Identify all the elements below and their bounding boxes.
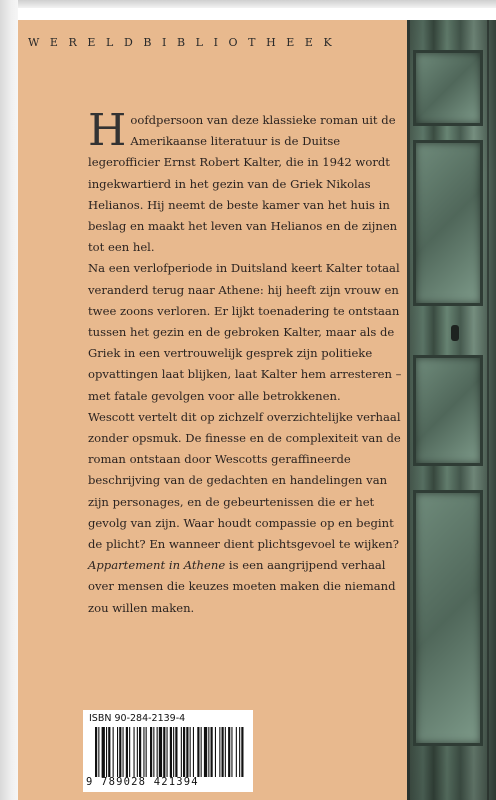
barcode-bar: [95, 727, 97, 777]
door-gap-right: [487, 20, 489, 800]
barcode-bar: [197, 727, 199, 777]
barcode-bar: [113, 727, 114, 777]
barcode-bar: [173, 727, 174, 777]
book-top-edge: [0, 0, 496, 8]
barcode-bar: [236, 727, 237, 777]
blurb-paragraph-3-start: Wescott vertelt dit op zichzelf overzichtelijke verhaal zonder opsmuk. De finesse en de complexiteit van de roman ontstaan door Wescotts geraffineerde beschrijving van de gedachten en handelingen van zijn personages, en de gebeurtenissen die er het gevolg van zijn. Waar houdt compassie op en begint de plicht? En wanneer dient plichtsgevoel te wijken?: [88, 409, 401, 552]
barcode-bar: [129, 727, 130, 777]
barcode-bar: [167, 727, 168, 777]
barcode-bar: [137, 727, 138, 777]
barcode-bar: [159, 727, 162, 777]
barcode-bar: [139, 727, 141, 777]
barcode-bar: [201, 727, 202, 777]
barcode-bar: [239, 727, 240, 777]
door-panel-middle: [413, 355, 483, 466]
blurb-paragraph-3: [88, 407, 404, 619]
blurb-paragraph-1: [88, 105, 404, 258]
blurb-paragraph-2: Na een verlofperiode in Duitsland keert Kalter totaal veranderd terug naar Athene: hij heeft zijn vrouw en twee zoons verloren. Er lijkt toenadering te ontstaan tussen het gezin en de gebroken Kalter, maar als de Griek in een vertrouwelijk gesprek zijn politieke opvattingen laat blijken, laat Kalter hem arresteren – met fatale gevolgen voor alle betrokkenen.: [88, 261, 402, 403]
barcode-bar: [117, 727, 118, 777]
door-handle: [451, 325, 459, 341]
door-panel-top: [413, 50, 483, 126]
barcode-bar: [215, 727, 216, 777]
barcode-bar: [98, 727, 99, 777]
isbn-text: ISBN 90-284-2139-4: [89, 713, 186, 724]
barcode-bar: [163, 727, 165, 777]
barcode-bar: [150, 727, 152, 777]
barcode-bar: [106, 727, 107, 777]
barcode-bar: [193, 727, 194, 777]
barcode-bar: [186, 727, 188, 777]
barcode-bar: [204, 727, 207, 777]
barcode-bar: [157, 727, 158, 777]
barcode-bar: [134, 727, 135, 777]
barcode-bar: [219, 727, 220, 777]
barcode-bar: [126, 727, 128, 777]
book-page-edge: [0, 0, 18, 800]
barcode-bar: [208, 727, 209, 777]
ean-digits: 9 789028 421394: [86, 776, 199, 788]
barcode-label: [83, 710, 253, 792]
door-photo: [407, 20, 496, 800]
barcode-bar: [170, 727, 172, 777]
barcode-bars: [95, 727, 245, 777]
barcode-bar: [153, 727, 154, 777]
blurb-text: [88, 105, 404, 619]
door-panel-upper: [413, 140, 483, 306]
door-panel-lower: [413, 490, 483, 746]
blurb-paragraph-1-text: oofdpersoon van deze klassieke roman uit de Amerikaanse literatuur is de Duitse legerofficier Ernst Robert Kalter, die in 1942 wordt ingekwartierd in het gezin van de Griek Nikolas Helianos. Hij neemt de beste kamer van het huis in beslag en maakt het leven van Helianos en de zijnen tot een hel.: [88, 113, 398, 255]
barcode-bar: [102, 727, 105, 777]
barcode-bar: [146, 727, 147, 777]
barcode-bar: [181, 727, 182, 777]
blurb-paragraph-3-end: is een aangrijpend verhaal over mensen die keuzes moeten maken die niemand zou willen maken.: [88, 558, 396, 615]
barcode-bar: [225, 727, 226, 777]
barcode-bar: [222, 727, 224, 777]
barcode-bar: [108, 727, 110, 777]
series-title: WERELDBIBLIOTHEEK: [28, 36, 343, 49]
barcode-bar: [175, 727, 177, 777]
door-gap: [407, 20, 410, 800]
drop-cap: H: [88, 105, 127, 156]
barcode-bar: [190, 727, 191, 777]
barcode-bar: [241, 727, 243, 777]
barcode-bar: [143, 727, 144, 777]
barcode-bar: [123, 727, 124, 777]
barcode-bar: [231, 727, 232, 777]
barcode-bar: [211, 727, 213, 777]
barcode-bar: [119, 727, 121, 777]
barcode-bar: [228, 727, 230, 777]
barcode-bar: [183, 727, 185, 777]
book-title-italic: Appartement in Athene: [88, 558, 226, 573]
